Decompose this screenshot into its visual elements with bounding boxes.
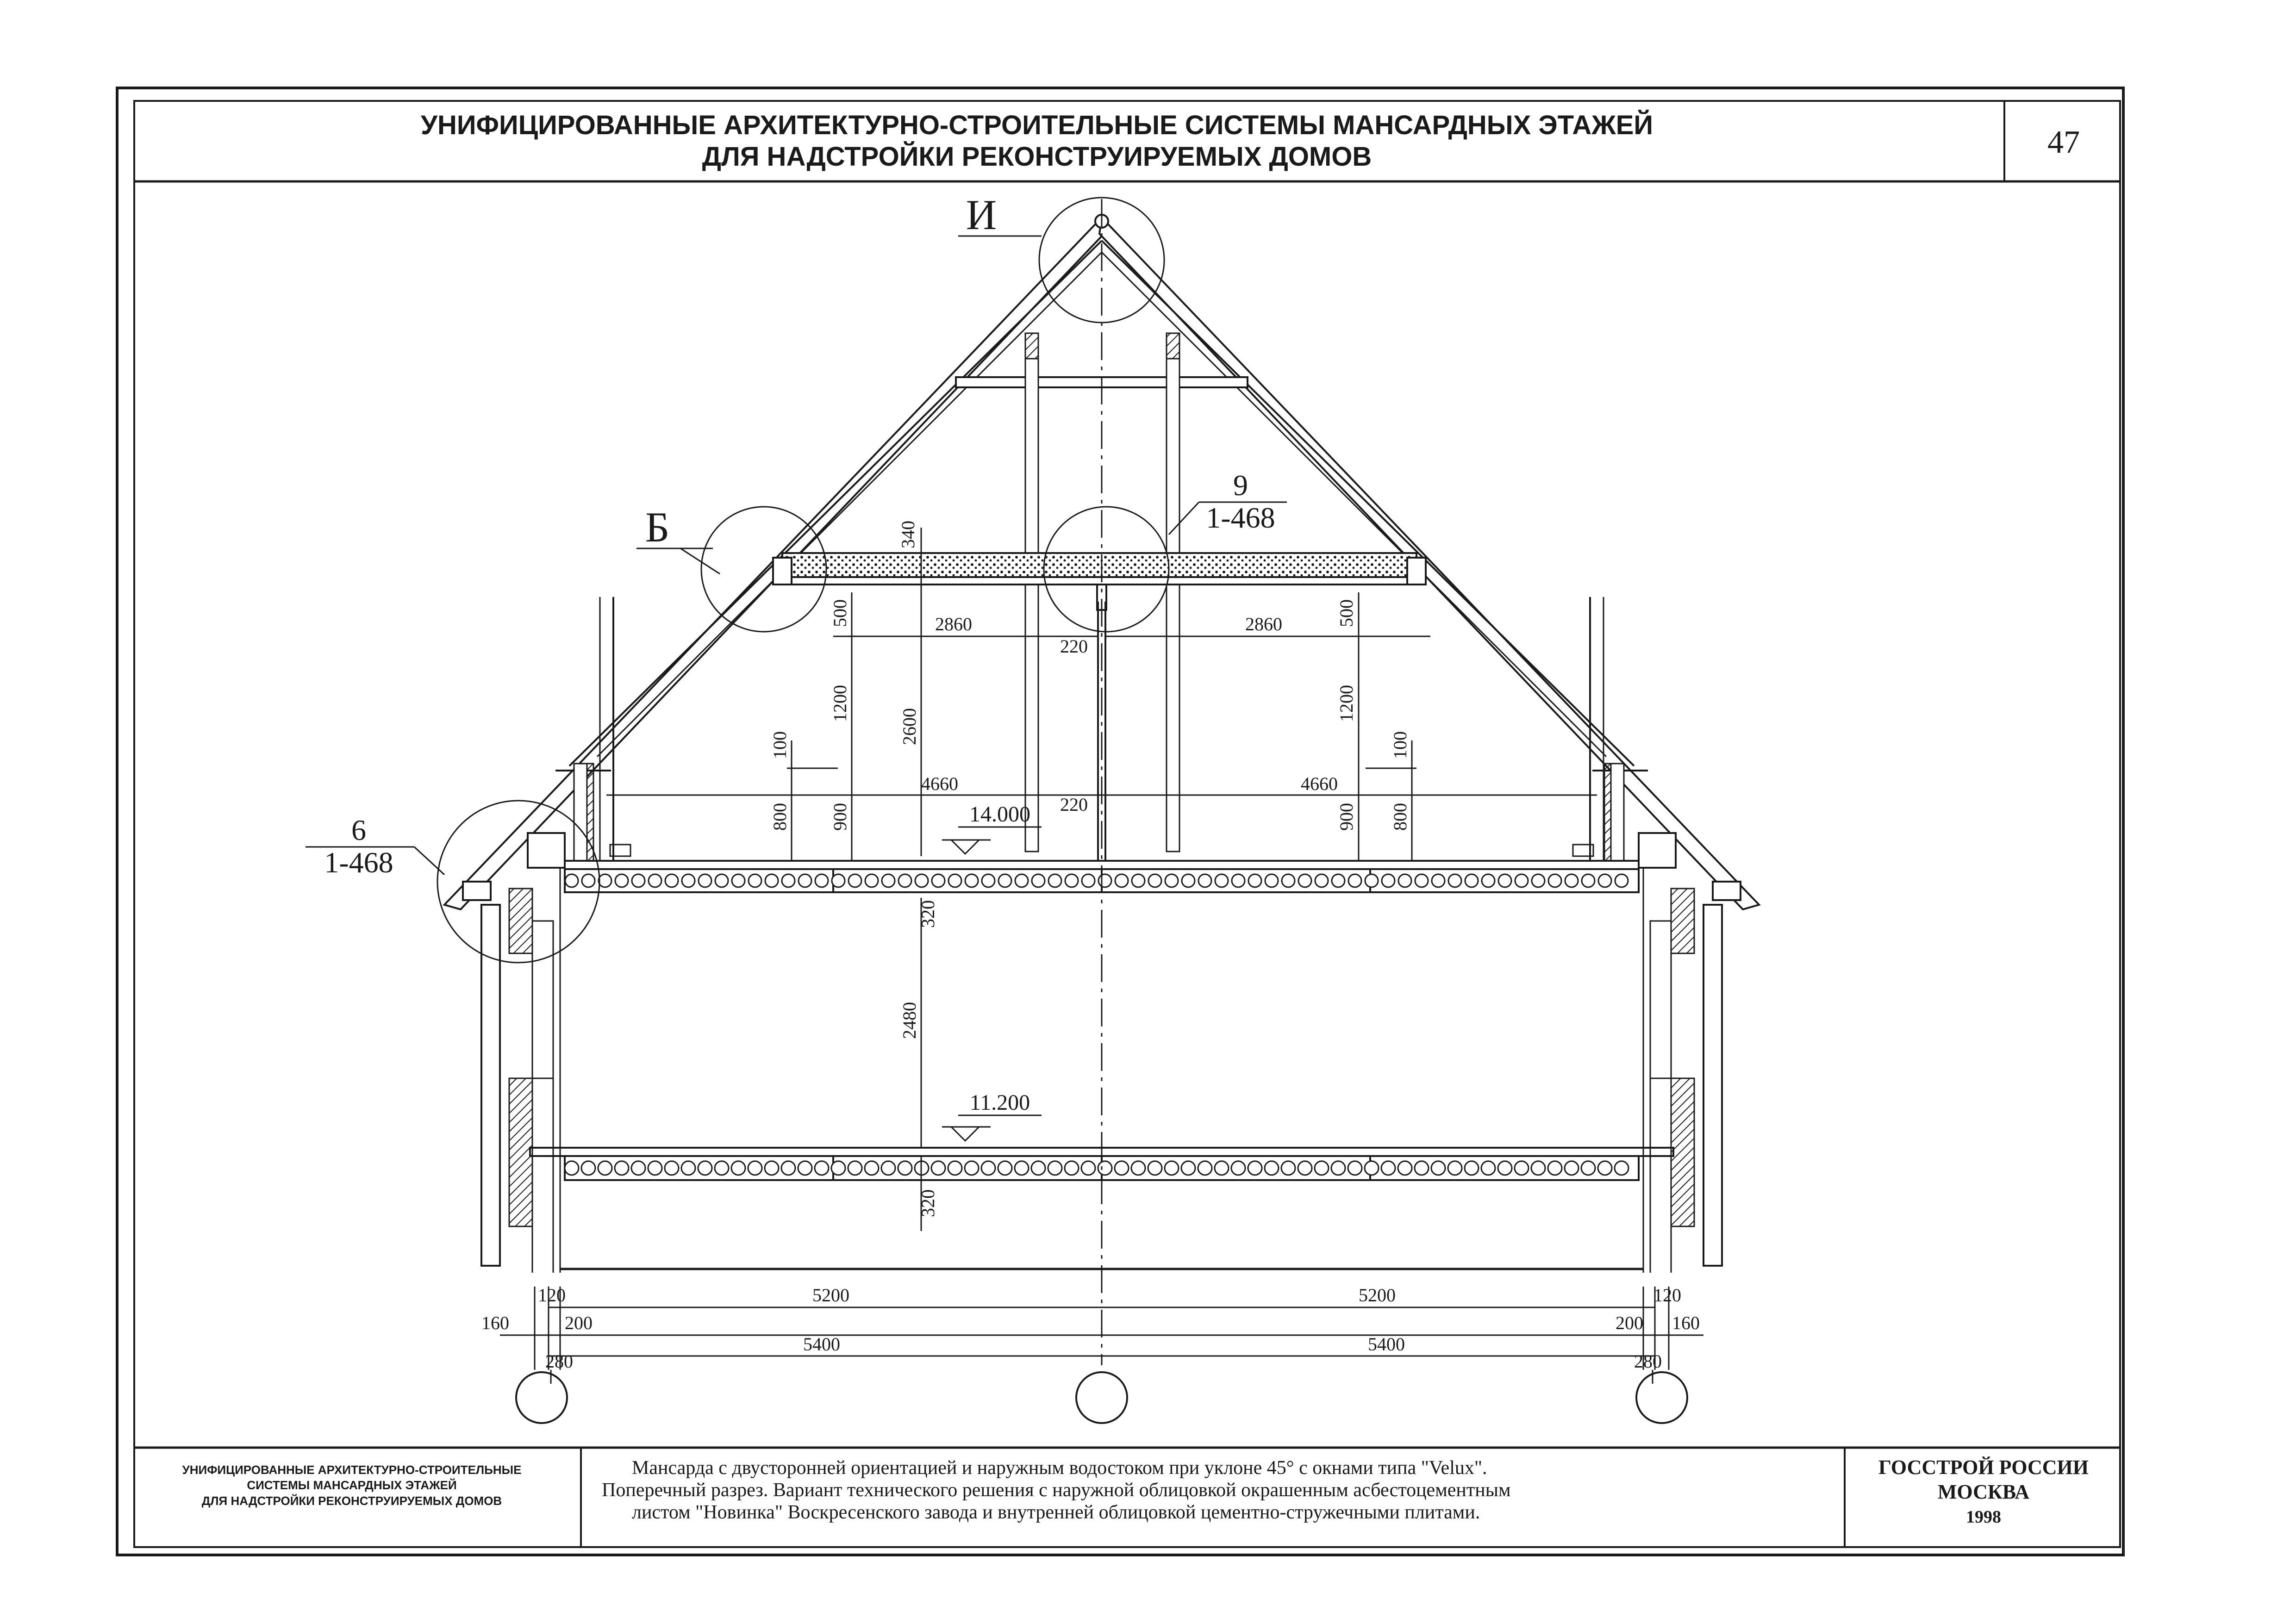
dim-100-left: 100 (769, 731, 790, 759)
dim-320-lower: 320 (917, 1189, 938, 1217)
slab-void (699, 874, 711, 887)
drawing-year: 1998 (1966, 1507, 2001, 1527)
slab-void (1231, 1161, 1245, 1175)
slab-void (1548, 1161, 1562, 1175)
slab-void (1481, 1161, 1495, 1175)
slab-void (1315, 1161, 1329, 1175)
slab-void (1281, 1161, 1295, 1175)
series-line3: ДЛЯ НАДСТРОЙКИ РЕКОНСТРУИРУЕМЫХ ДОМОВ (201, 1494, 502, 1508)
dim-500-right: 500 (1336, 599, 1357, 627)
slab-void (831, 1161, 845, 1175)
dim-2480: 2480 (899, 1002, 920, 1039)
slab-void (931, 1161, 945, 1175)
slab-void (565, 1161, 579, 1175)
slab-void (1032, 874, 1045, 887)
slab-void (1181, 1161, 1195, 1175)
attic-insulation (773, 553, 1426, 610)
level-marks (942, 802, 1042, 1141)
slab-void (1598, 874, 1611, 887)
callout-ref9-number: 9 (1233, 469, 1248, 502)
dim-500-left: 500 (830, 599, 850, 627)
slab-void (649, 874, 661, 887)
slab-void (965, 874, 978, 887)
title-block (134, 1448, 2120, 1547)
slab-void (898, 874, 911, 887)
header-title-line1: УНИФИЦИРОВАННЫЕ АРХИТЕКТУРНО-СТРОИТЕЛЬНЫЕ СИСТЕМЫ МАНСАРДНЫХ ЭТАЖЕЙ (420, 110, 1653, 140)
slab-void (715, 1161, 729, 1175)
building-section (444, 199, 1759, 1365)
dim-160-right: 160 (1672, 1312, 1700, 1333)
slab-void (598, 1161, 612, 1175)
slab-void (581, 1161, 595, 1175)
slab-void (865, 1161, 879, 1175)
slab-void (1031, 1161, 1045, 1175)
slab-void (1282, 874, 1295, 887)
slab-void (1465, 874, 1478, 887)
slab-void (1148, 1161, 1162, 1175)
slab-void (715, 874, 728, 887)
slab-void (1498, 1161, 1512, 1175)
slab-void (1165, 1161, 1179, 1175)
slab-void (1381, 1161, 1395, 1175)
slab-void (881, 1161, 895, 1175)
slab-void (749, 874, 761, 887)
dim-2860-left: 2860 (935, 614, 972, 634)
slab-void (998, 1161, 1012, 1175)
slab-void (1365, 1161, 1379, 1175)
callout-ref6-number: 6 (351, 814, 366, 846)
exterior-wall-right (1639, 833, 1741, 1273)
slab-void (665, 1161, 679, 1175)
slab-void (1565, 874, 1578, 887)
slab-void (1415, 874, 1428, 887)
slab-void (615, 1161, 629, 1175)
slab-void (731, 1161, 745, 1175)
slab-void (815, 874, 828, 887)
slab-void (1015, 874, 1028, 887)
slab-void (599, 874, 611, 887)
slab-void (1315, 874, 1328, 887)
slab-void (1598, 1161, 1612, 1175)
dim-200-left: 200 (565, 1312, 593, 1333)
slab-void (765, 874, 778, 887)
slab-void (1215, 874, 1228, 887)
slab-void (799, 874, 811, 887)
axis-bubble-center (1076, 1372, 1127, 1423)
dim-5200-right: 5200 (1359, 1285, 1396, 1306)
slab-void (1398, 1161, 1412, 1175)
description-line2: Поперечный разрез. Вариант технического решения с наружной облицовкой окрашенным асбестоцементным (602, 1480, 1511, 1501)
axis-bubble-left (516, 1372, 567, 1423)
slab-void (1248, 874, 1261, 887)
slab-void (1432, 874, 1445, 887)
slab-void (1298, 874, 1311, 887)
slab-void (665, 874, 678, 887)
slab-void (765, 1161, 779, 1175)
slab-void (1248, 1161, 1262, 1175)
slab-void (1131, 1161, 1145, 1175)
dim-160-left: 160 (481, 1312, 509, 1333)
slab-void (1331, 1161, 1345, 1175)
slab-void (1382, 874, 1395, 887)
slab-void (1115, 1161, 1129, 1175)
slab-void (748, 1161, 762, 1175)
exterior-wall-left (463, 833, 565, 1273)
slab-void (1515, 874, 1528, 887)
org-name: ГОССТРОЙ РОССИИ (1878, 1456, 2089, 1479)
dimension-values (481, 521, 1700, 1372)
header (134, 101, 2120, 181)
dim-5400-right: 5400 (1368, 1334, 1405, 1355)
slab-void (1081, 1161, 1095, 1175)
slab-void (1098, 874, 1111, 887)
dim-1200-right: 1200 (1336, 685, 1357, 722)
description-line1: Мансарда с двусторонней ориентацией и наружным водостоком при уклоне 45° с окнами типа "Velux". (632, 1457, 1487, 1479)
slab-void (1198, 874, 1211, 887)
slab-void (1582, 874, 1595, 887)
slab-void (1215, 1161, 1229, 1175)
slab-void (682, 874, 695, 887)
dim-280-right: 280 (1634, 1351, 1662, 1372)
slab-void (631, 1161, 645, 1175)
dim-900-right: 900 (1336, 803, 1357, 831)
dim-1200-left: 1200 (830, 685, 850, 722)
org-city: МОСКВА (1937, 1480, 2030, 1503)
slab-void (798, 1161, 812, 1175)
slab-void (1182, 874, 1195, 887)
slab-void (832, 874, 845, 887)
slab-void (1515, 1161, 1529, 1175)
slab-void (1065, 1161, 1079, 1175)
dim-280-left: 280 (545, 1351, 573, 1372)
slab-void (1565, 1161, 1578, 1175)
slab-void (1615, 874, 1628, 887)
slab-void (1615, 1161, 1628, 1175)
slab-void (982, 874, 995, 887)
slab-void (998, 874, 1011, 887)
slab-void (1015, 1161, 1029, 1175)
dim-220-top: 220 (1060, 636, 1088, 657)
slab-void (1098, 1161, 1112, 1175)
dim-200-right: 200 (1616, 1312, 1643, 1333)
slab-void (781, 1161, 795, 1175)
dim-900-left: 900 (830, 803, 850, 831)
slab-void (1265, 1161, 1279, 1175)
slab-void (1082, 874, 1095, 887)
series-line1: УНИФИЦИРОВАННЫЕ АРХИТЕКТУРНО-СТРОИТЕЛЬНЫЕ (182, 1463, 522, 1477)
level-upper: 14.000 (969, 802, 1030, 827)
slab-void (1448, 874, 1461, 887)
slab-void (1148, 874, 1161, 887)
slab-void (1581, 1161, 1595, 1175)
slab-void (681, 1161, 695, 1175)
dim-120-right: 120 (1653, 1285, 1681, 1306)
dim-5200-left: 5200 (812, 1285, 849, 1306)
callout-ridge-label: И (966, 191, 997, 238)
dim-120-left: 120 (538, 1285, 566, 1306)
callout-ref9-doc: 1-468 (1206, 501, 1275, 534)
slab-void (648, 1161, 662, 1175)
slab-void (782, 874, 795, 887)
slab-void (1232, 874, 1245, 887)
slab-void (849, 874, 861, 887)
slab-void (848, 1161, 862, 1175)
slab-void (1115, 874, 1128, 887)
slab-void (632, 874, 645, 887)
slab-void (1482, 874, 1495, 887)
dim-2600: 2600 (899, 708, 920, 745)
dim-5400-left: 5400 (803, 1334, 840, 1355)
slab-void (1348, 1161, 1362, 1175)
slab-void (1448, 1161, 1462, 1175)
slab-void (932, 874, 945, 887)
slab-void (1415, 1161, 1429, 1175)
slab-void (1132, 874, 1145, 887)
slab-void (1048, 1161, 1062, 1175)
dim-4660-left: 4660 (921, 773, 958, 794)
page-number: 47 (2047, 124, 2080, 160)
slab-void (1165, 874, 1178, 887)
dim-2860-right: 2860 (1245, 614, 1282, 634)
slab-void (1365, 874, 1378, 887)
slab-void (1065, 874, 1078, 887)
dim-320-upper: 320 (917, 900, 938, 928)
slab-void (1265, 874, 1278, 887)
slab-void (1198, 1161, 1212, 1175)
header-title-line2: ДЛЯ НАДСТРОЙКИ РЕКОНСТРУИРУЕМЫХ ДОМОВ (702, 142, 1372, 172)
slab-void (1298, 1161, 1312, 1175)
slab-void (698, 1161, 712, 1175)
slab-void (915, 874, 928, 887)
series-line2: СИСТЕМЫ МАНСАРДНЫХ ЭТАЖЕЙ (247, 1478, 457, 1492)
slab-void (1465, 1161, 1479, 1175)
slab-void (898, 1161, 912, 1175)
dim-800-right: 800 (1390, 803, 1410, 831)
slab-void (1548, 874, 1561, 887)
slab-void (882, 874, 895, 887)
slab-void (865, 874, 878, 887)
slab-void (1532, 874, 1545, 887)
slab-void (1498, 874, 1511, 887)
dim-340: 340 (898, 521, 918, 548)
axis-bubble-right (1636, 1372, 1687, 1423)
slab-void (1048, 874, 1061, 887)
callout-eave-label: Б (645, 504, 670, 551)
slab-void (1348, 874, 1361, 887)
slab-void (615, 874, 628, 887)
slab-void (1431, 1161, 1445, 1175)
slab-void (981, 1161, 995, 1175)
level-lower: 11.200 (969, 1090, 1030, 1115)
slab-void (948, 874, 961, 887)
axis-bubbles (516, 1372, 1687, 1423)
slab-void (565, 874, 578, 887)
slab-void (948, 1161, 962, 1175)
dim-800-left: 800 (769, 803, 790, 831)
slab-void (1531, 1161, 1545, 1175)
slab-void (1332, 874, 1345, 887)
callout-ref6-doc: 1-468 (324, 846, 393, 879)
slab-void (1398, 874, 1411, 887)
slab-void (965, 1161, 979, 1175)
dim-4660-right: 4660 (1301, 773, 1338, 794)
slab-void (582, 874, 595, 887)
description-line3: листом "Новинка" Воскресенского завода и внутренней облицовкой цементно-стружечными плитами. (632, 1502, 1480, 1523)
dim-220-mid: 220 (1060, 794, 1088, 815)
slab-void (732, 874, 745, 887)
dim-100-right: 100 (1390, 731, 1410, 759)
slab-void (815, 1161, 829, 1175)
